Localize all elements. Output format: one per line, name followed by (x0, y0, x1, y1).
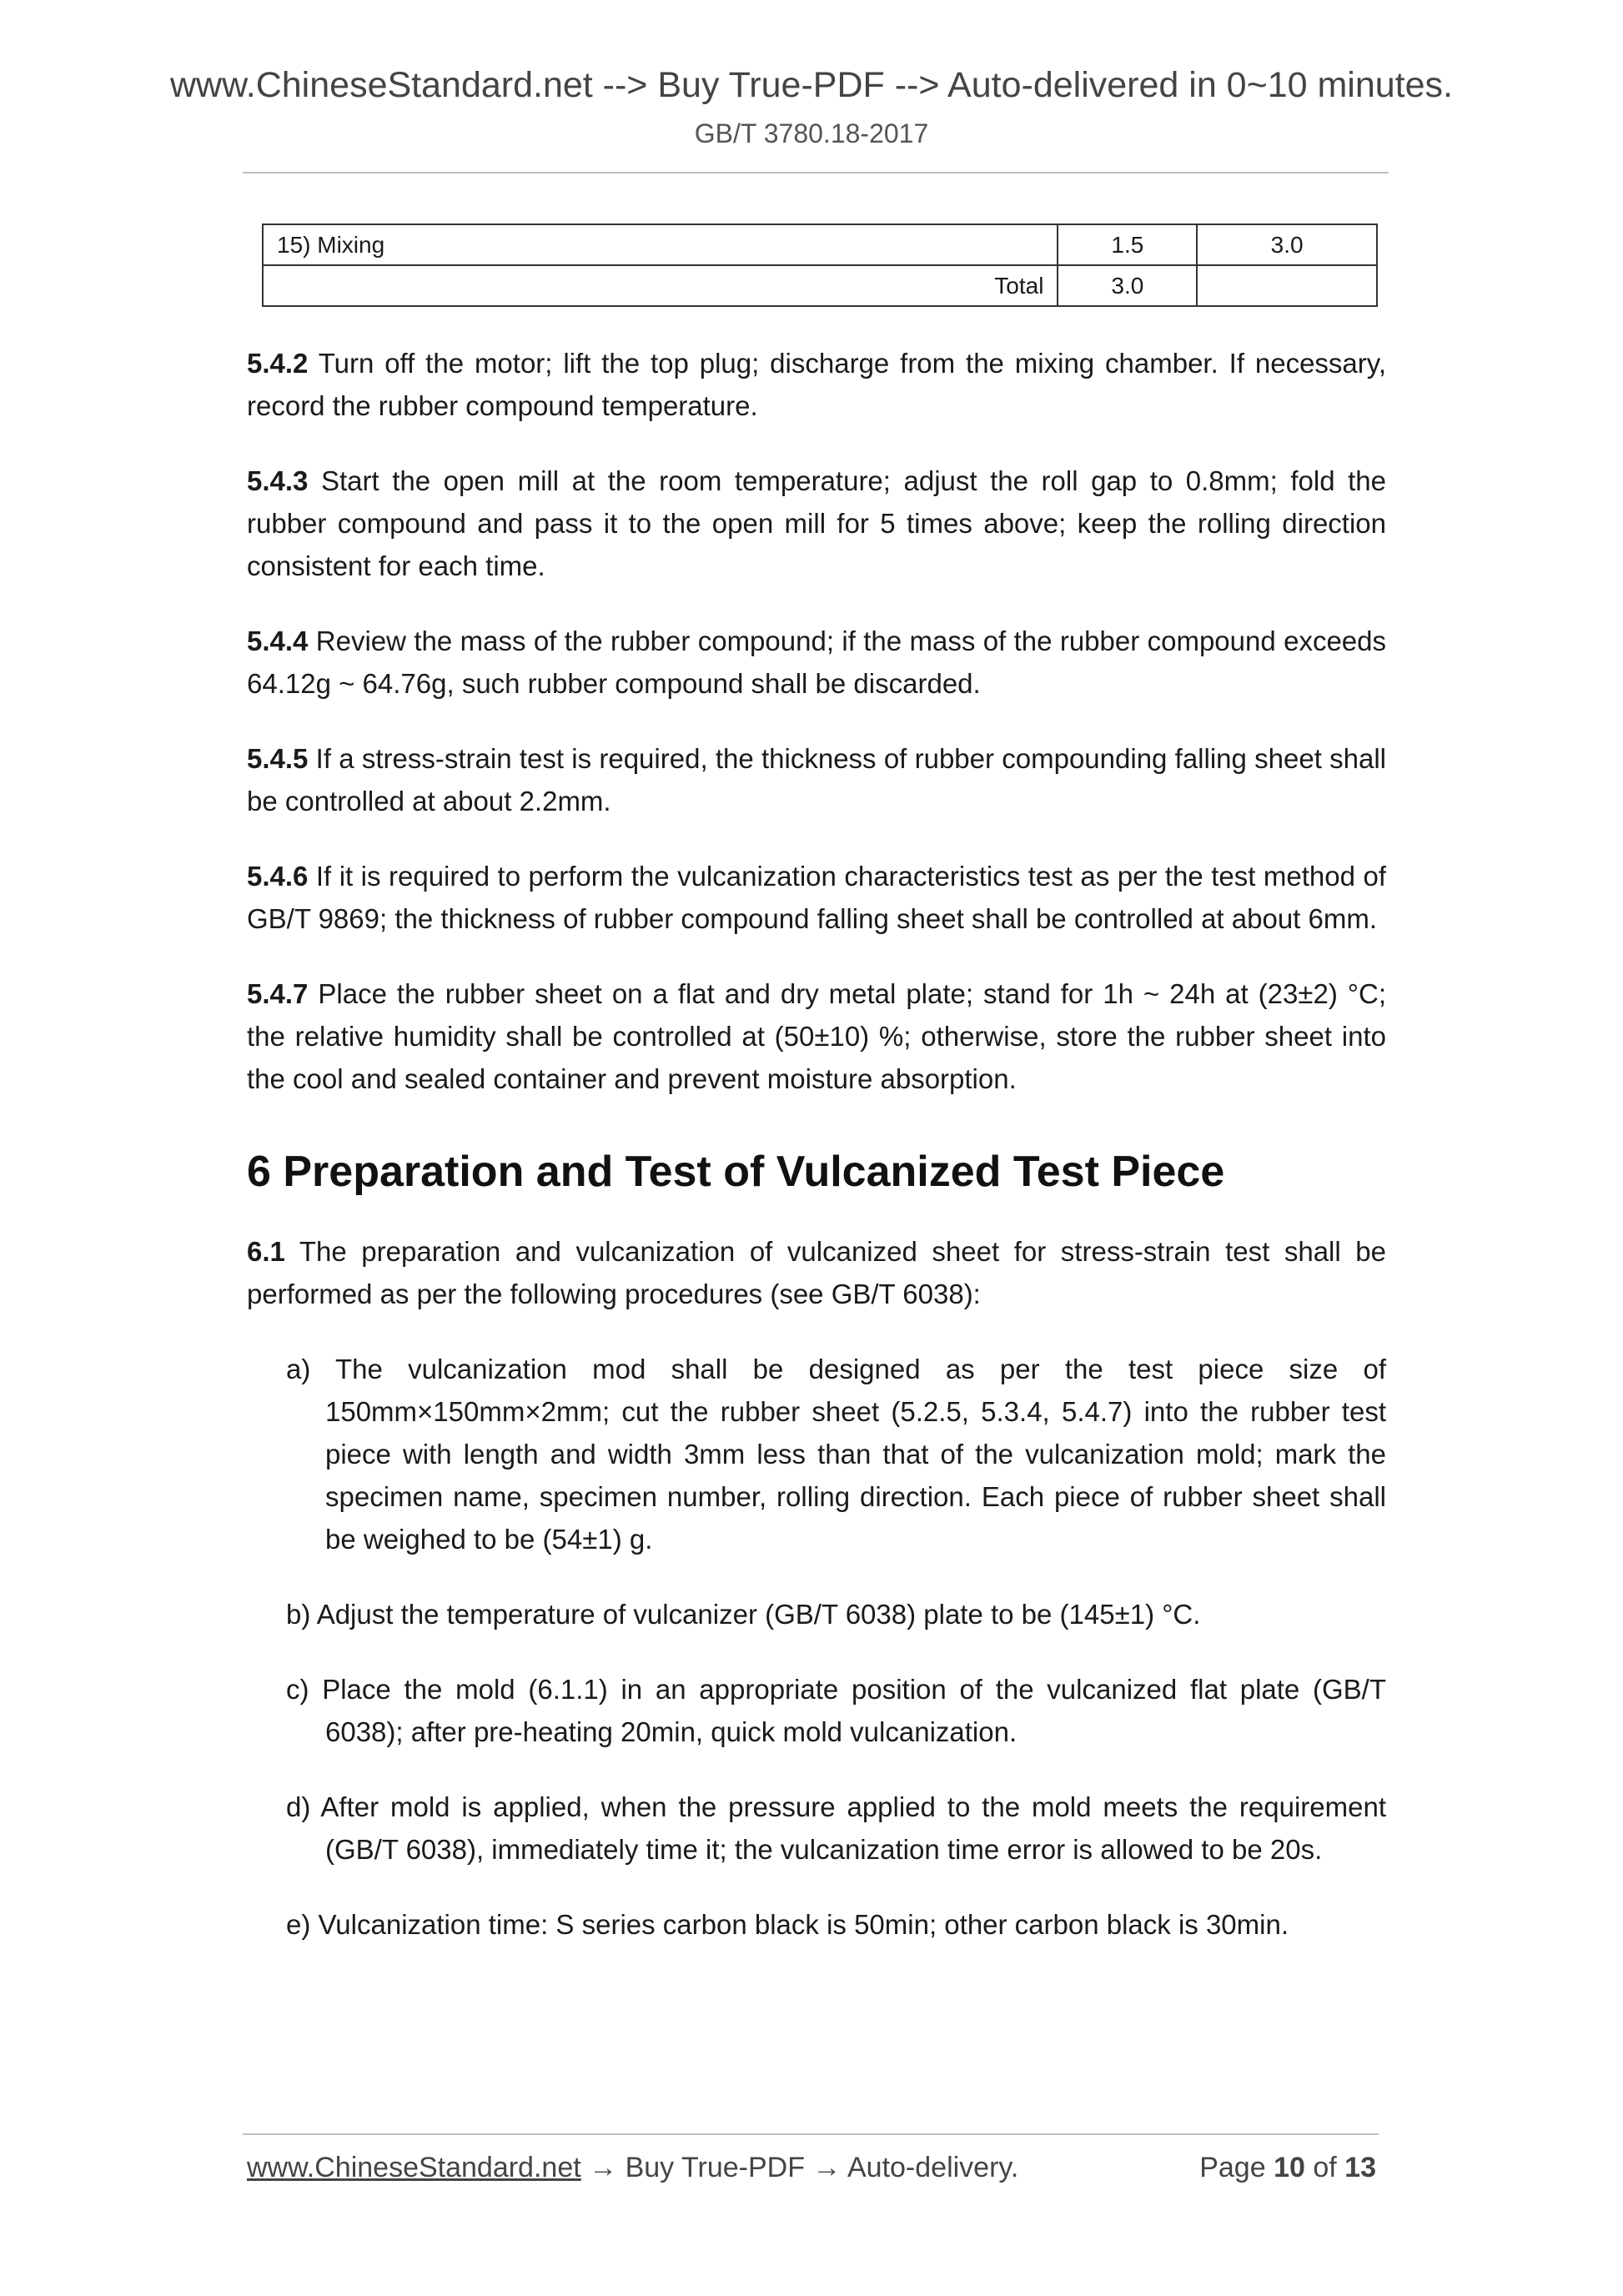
clause-number: 5.4.3 (247, 465, 309, 496)
clause-number: 5.4.2 (247, 348, 309, 379)
table-cell-value: 1.5 (1058, 224, 1197, 265)
clause-5-4-4 (247, 620, 1386, 705)
clause-5-4-2 (247, 342, 1386, 427)
table-cell-value: 3.0 (1197, 224, 1377, 265)
footer-divider (243, 2133, 1379, 2135)
list-item-e: e) Vulcanization time: S series carbon black is 50min; other carbon black is 30min. (286, 1909, 1289, 1940)
list-item-c: c) Place the mold (6.1.1) in an appropriate position of the vulcanized flat plate (GB/T 6038); after pre-heating 20min, quick mold vulcanization. (286, 1674, 1386, 1747)
list-item-b: b) Adjust the temperature of vulcanizer (GB/T 6038) plate to be (145±1) °C. (286, 1599, 1201, 1630)
section-heading: 6 Preparation and Test of Vulcanized Test Piece (247, 1148, 1225, 1196)
document-id: GB/T 3780.18-2017 (694, 118, 929, 148)
total-pages: 13 (1344, 2152, 1376, 2183)
clause-5-4-7 (247, 972, 1386, 1100)
clause-text: The preparation and vulcanization of vulcanized sheet for stress-strain test shall be performed as per the following procedures (see GB/T 6038): (247, 1236, 1386, 1309)
of-label: of (1313, 2152, 1337, 2183)
clause-text: If a stress-strain test is required, the thickness of rubber compounding falling sheet shall be controlled at about 2.2mm. (247, 743, 1386, 816)
footer-promo-text: → Buy True-PDF → Auto-delivery. (580, 2152, 1019, 2183)
footer-promo (247, 2152, 1018, 2184)
page-number: 10 (1274, 2152, 1305, 2183)
page-counter (1199, 2152, 1376, 2184)
table-row (263, 224, 1377, 265)
clause-5-4-6 (247, 855, 1386, 940)
clause-text: If it is required to perform the vulcanization characteristics test as per the test method of GB/T 9869; the thickness of rubber compound falling sheet shall be controlled at about 6mm. (247, 861, 1386, 934)
list-item-a: a) The vulcanization mod shall be designed as per the test piece size of 150mm×150mm×2mm; cut the rubber sheet (5.2.5, 5.3.4, 5.4.7) into the rubber test piece with length and width 3mm less than that of the vulcanization mold; mark the specimen name, specimen number, rolling direction. Each piece of rubber sheet shall be weighed to be (54±1) g. (286, 1354, 1386, 1555)
table-cell-total-label: Total (263, 265, 1058, 306)
clause-text: Review the mass of the rubber compound; if the mass of the rubber compound exceeds 64.12g ~ 64.76g, such rubber compound shall be discarded. (247, 625, 1386, 699)
mixing-table (262, 224, 1378, 307)
clause-text: Place the rubber sheet on a flat and dry metal plate; stand for 1h ~ 24h at (23±2) °C; the relative humidity shall be controlled at (50±10) %; otherwise, store the rubber sheet into the cool and sealed container and prevent moisture absorption. (247, 978, 1386, 1094)
list-item-d: d) After mold is applied, when the pressure applied to the mold meets the requirement (GB/T 6038), immediately time it; the vulcanization time error is allowed to be 20s. (286, 1791, 1386, 1865)
header-divider (243, 172, 1389, 173)
clause-number: 6.1 (247, 1236, 285, 1267)
header-banner: www.ChineseStandard.net --> Buy True-PDF --> Auto-delivered in 0~10 minutes. (169, 65, 1453, 105)
page-label: Page (1199, 2152, 1266, 2183)
clause-6-1 (247, 1230, 1386, 1315)
footer-site-link[interactable]: www.ChineseStandard.net (247, 2152, 581, 2183)
clause-number: 5.4.4 (247, 625, 309, 656)
document-body (247, 342, 1386, 1978)
clause-number: 5.4.6 (247, 861, 309, 892)
table-cell-total-value: 3.0 (1058, 265, 1197, 306)
clause-5-4-3 (247, 460, 1386, 587)
clause-number: 5.4.5 (247, 743, 309, 774)
table-cell-empty (1197, 265, 1377, 306)
clause-5-4-5 (247, 737, 1386, 822)
clause-text: Start the open mill at the room temperature; adjust the roll gap to 0.8mm; fold the rubber compound and pass it to the open mill for 5 times above; keep the rolling direction consistent for each time. (247, 465, 1386, 581)
table-cell-label: 15) Mixing (263, 224, 1058, 265)
table-row (263, 265, 1377, 306)
clause-text: Turn off the motor; lift the top plug; discharge from the mixing chamber. If necessary, record the rubber compound temperature. (247, 348, 1386, 421)
clause-number: 5.4.7 (247, 978, 309, 1009)
